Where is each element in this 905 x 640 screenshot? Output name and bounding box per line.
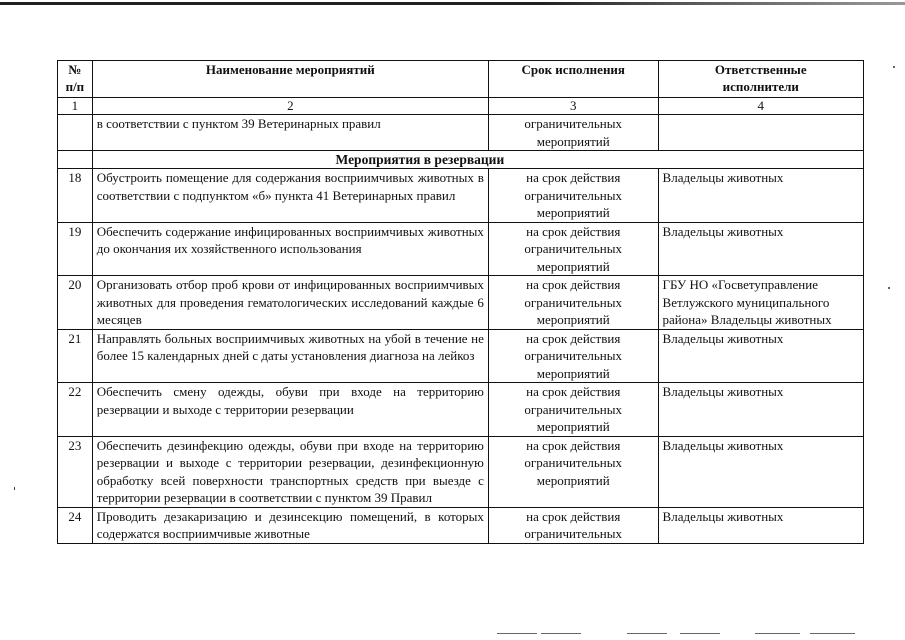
top-scan-rule — [0, 2, 905, 5]
row-number: 18 — [58, 169, 93, 223]
row-term: на срок действия ограничительных мероприятий — [488, 169, 658, 223]
row-term: на срок действия ограничительных мероприятий — [488, 276, 658, 330]
section-row — [58, 151, 864, 169]
row-number: 24 — [58, 507, 93, 543]
footer-rule — [810, 633, 855, 634]
table-row — [58, 507, 864, 543]
row-measure: в соответствии с пунктом 39 Ветеринарных правил — [92, 115, 488, 151]
row-measure: Обеспечить дезинфекцию одежды, обуви при входе на территорию резервации и выходе с территории резервации, дезинфекционную обработку всей поверхности транспортных средств при выезде с территории резервации в соответствии с пунктом 39 Правил — [92, 436, 488, 507]
row-term: на срок действия ограничительных мероприятий — [488, 436, 658, 507]
column-number-row — [58, 98, 864, 115]
row-responsible: Владельцы животных — [658, 169, 863, 223]
table-header-row — [58, 61, 864, 98]
table-row-continuation — [58, 115, 864, 151]
column-number: 2 — [92, 98, 488, 115]
footer-rule — [541, 633, 581, 634]
row-measure: Организовать отбор проб крови от инфицированных восприимчивых животных для проведения гематологических исследований каждые 6 месяцев — [92, 276, 488, 330]
header-name: Наименование мероприятий — [92, 61, 488, 98]
row-responsible — [658, 115, 863, 151]
header-num: № п/п — [58, 61, 93, 98]
footer-rule — [497, 633, 537, 634]
table-row — [58, 169, 864, 223]
row-responsible: Владельцы животных — [658, 436, 863, 507]
table-rows — [58, 169, 864, 544]
row-responsible: Владельцы животных — [658, 383, 863, 437]
table-row — [58, 383, 864, 437]
header-responsible: Ответственные исполнители — [658, 61, 863, 98]
row-responsible: Владельцы животных — [658, 329, 863, 383]
section-title: Мероприятия в резервации — [92, 151, 863, 169]
scan-speck — [888, 287, 890, 289]
section-spacer — [58, 151, 93, 169]
footer-rule — [627, 633, 667, 634]
table-row — [58, 222, 864, 276]
table-row — [58, 436, 864, 507]
row-term: на срок действия ограничительных мероприятий — [488, 329, 658, 383]
row-responsible: Владельцы животных — [658, 222, 863, 276]
row-term: на срок действия ограничительных мероприятий — [488, 383, 658, 437]
row-number — [58, 115, 93, 151]
column-number: 4 — [658, 98, 863, 115]
measures-table — [57, 60, 864, 544]
row-number: 19 — [58, 222, 93, 276]
row-number: 23 — [58, 436, 93, 507]
scan-speck — [893, 66, 895, 68]
header-term: Срок исполнения — [488, 61, 658, 98]
row-measure: Проводить дезакаризацию и дезинсекцию помещений, в которых содержатся восприимчивые животные — [92, 507, 488, 543]
footer-rule — [680, 633, 720, 634]
footer-rule — [755, 633, 800, 634]
column-number: 1 — [58, 98, 93, 115]
row-measure: Обеспечить смену одежды, обуви при входе на территорию резервации и выходе с территории резервации — [92, 383, 488, 437]
row-measure: Направлять больных восприимчивых животных на убой в течение не более 15 календарных дней с даты установления диагноза на лейкоз — [92, 329, 488, 383]
table-row — [58, 276, 864, 330]
row-term: ограничительных мероприятий — [488, 115, 658, 151]
row-measure: Обустроить помещение для содержания восприимчивых животных в соответствии с подпунктом «б» пункта 41 Ветеринарных правил — [92, 169, 488, 223]
row-number: 22 — [58, 383, 93, 437]
column-number: 3 — [488, 98, 658, 115]
row-term: на срок действия ограничительных мероприятий — [488, 222, 658, 276]
row-measure: Обеспечить содержание инфицированных восприимчивых животных до окончания их хозяйственного использования — [92, 222, 488, 276]
table-row — [58, 329, 864, 383]
scan-speck — [14, 487, 15, 490]
row-number: 20 — [58, 276, 93, 330]
row-number: 21 — [58, 329, 93, 383]
row-term: на срок действия ограничительных — [488, 507, 658, 543]
row-responsible: ГБУ НО «Госветуправление Ветлужского муниципального района» Владельцы животных — [658, 276, 863, 330]
row-responsible: Владельцы животных — [658, 507, 863, 543]
